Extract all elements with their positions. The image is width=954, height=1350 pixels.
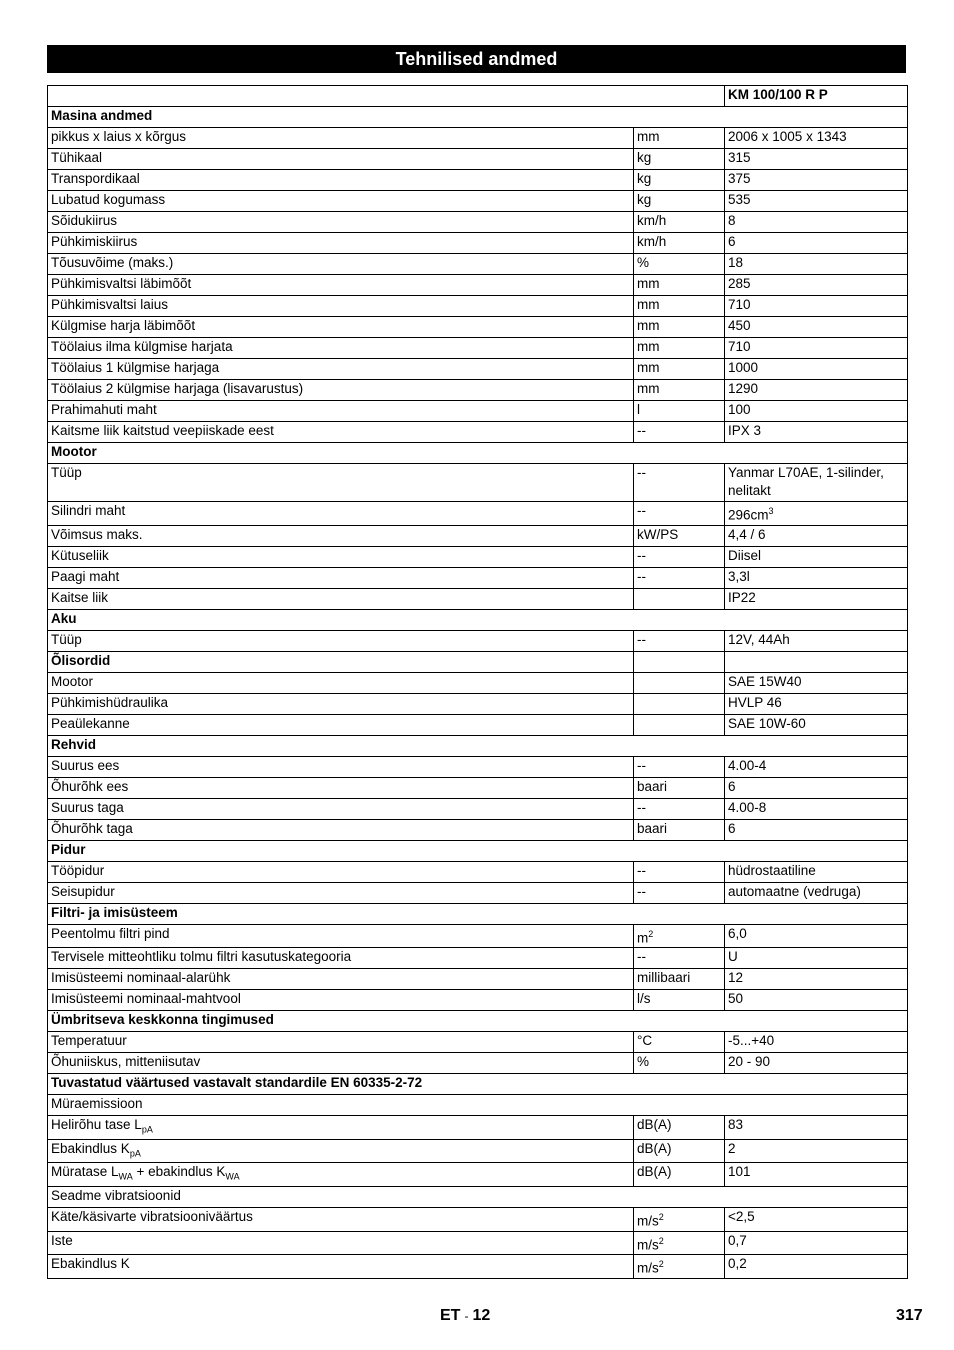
row-label: Külgmise harja läbimõõt	[48, 317, 634, 338]
section-header-row	[48, 840, 908, 861]
row-value: 1000	[725, 359, 908, 380]
table-row	[48, 317, 908, 338]
section-header-row	[48, 609, 908, 630]
row-label: Sõidukiirus	[48, 212, 634, 233]
table-row	[48, 338, 908, 359]
table-row	[48, 924, 908, 948]
row-value: 6	[725, 777, 908, 798]
row-value: 8	[725, 212, 908, 233]
row-unit: l/s	[634, 990, 725, 1011]
section-header-row	[48, 1011, 908, 1032]
row-value: IP22	[725, 588, 908, 609]
row-label	[48, 1116, 634, 1140]
row-unit: mm	[634, 317, 725, 338]
section-title: Masina andmed	[48, 107, 908, 128]
row-value: 535	[725, 191, 908, 212]
table-row	[48, 777, 908, 798]
row-label: Suurus taga	[48, 798, 634, 819]
row-label: Kaitse liik	[48, 588, 634, 609]
row-unit: --	[634, 464, 725, 502]
row-unit	[634, 693, 725, 714]
table-row	[48, 756, 908, 777]
table-row	[48, 380, 908, 401]
row-value: SAE 15W40	[725, 672, 908, 693]
row-unit: mm	[634, 380, 725, 401]
row-value: 12	[725, 969, 908, 990]
value-superscript: 3	[768, 506, 774, 516]
row-value: SAE 10W-60	[725, 714, 908, 735]
section-title: Õlisordid	[48, 651, 634, 672]
table-row	[48, 1163, 908, 1187]
row-value: 6	[725, 819, 908, 840]
row-label: Õhurõhk taga	[48, 819, 634, 840]
table-row	[48, 254, 908, 275]
table-row	[48, 149, 908, 170]
row-unit: --	[634, 630, 725, 651]
row-label: Tüüp	[48, 630, 634, 651]
row-value: 6,0	[725, 924, 908, 948]
row-value: automaatne (vedruga)	[725, 882, 908, 903]
table-row	[48, 882, 908, 903]
row-unit: mm	[634, 275, 725, 296]
unit-superscript: 2	[648, 928, 654, 939]
row-unit: dB(A)	[634, 1116, 725, 1140]
row-unit: --	[634, 882, 725, 903]
unit-superscript: 2	[658, 1212, 664, 1223]
row-unit: °C	[634, 1032, 725, 1053]
row-label: Ebakindlus K	[48, 1255, 634, 1279]
row-unit: --	[634, 861, 725, 882]
section-page-number: 12	[472, 1307, 491, 1324]
row-label: Kütuseliik	[48, 546, 634, 567]
model-header-row	[48, 86, 908, 107]
row-label: Kaitsme liik kaitstud veepiiskade eest	[48, 422, 634, 443]
table-row	[48, 422, 908, 443]
row-unit	[634, 714, 725, 735]
row-value: HVLP 46	[725, 693, 908, 714]
row-unit: --	[634, 546, 725, 567]
row-unit: --	[634, 798, 725, 819]
table-row	[48, 567, 908, 588]
row-value: 100	[725, 401, 908, 422]
row-label: Tööpidur	[48, 861, 634, 882]
row-unit: dB(A)	[634, 1163, 725, 1187]
row-label: pikkus x laius x kõrgus	[48, 128, 634, 149]
section-header-row	[48, 443, 908, 464]
table-row	[48, 714, 908, 735]
section-header-row	[48, 651, 908, 672]
section-header-row	[48, 107, 908, 128]
table-row	[48, 212, 908, 233]
technical-data-table	[47, 85, 908, 1279]
section-header-row	[48, 735, 908, 756]
row-value	[725, 502, 908, 526]
section-title: Tuvastatud väärtused vastavalt standardile EN 60335-2-72	[48, 1074, 908, 1095]
row-value: 3,3l	[725, 567, 908, 588]
table-row	[48, 693, 908, 714]
label-subscript: pA	[141, 1124, 153, 1135]
row-value: Diisel	[725, 546, 908, 567]
table-row	[48, 359, 908, 380]
language-code: ET	[440, 1307, 461, 1324]
row-unit: --	[634, 948, 725, 969]
table-row	[48, 588, 908, 609]
row-label: Peentolmu filtri pind	[48, 924, 634, 948]
row-unit: mm	[634, 359, 725, 380]
row-unit: dB(A)	[634, 1139, 725, 1163]
section-title: Mootor	[48, 443, 908, 464]
row-label: Silindri maht	[48, 502, 634, 526]
unit-text: m	[637, 930, 649, 945]
row-value: hüdrostaatiline	[725, 861, 908, 882]
row-label: Tühikaal	[48, 149, 634, 170]
label-subscript: WA	[118, 1172, 133, 1183]
model-name: KM 100/100 R P	[725, 86, 908, 107]
row-label: Imisüsteemi nominaal-alarühk	[48, 969, 634, 990]
row-value: IPX 3	[725, 422, 908, 443]
row-label: Paagi maht	[48, 567, 634, 588]
row-label	[48, 1139, 634, 1163]
row-unit	[634, 924, 725, 948]
table-row	[48, 170, 908, 191]
row-unit: kg	[634, 191, 725, 212]
row-value: 101	[725, 1163, 908, 1187]
row-unit: --	[634, 502, 725, 526]
label-text: Ebakindlus K	[51, 1140, 130, 1156]
value-text: 296cm	[728, 507, 769, 523]
table-row	[48, 191, 908, 212]
table-row	[48, 1139, 908, 1163]
row-value: 710	[725, 338, 908, 359]
row-label: Temperatuur	[48, 1032, 634, 1053]
row-value: 315	[725, 149, 908, 170]
table-row	[48, 525, 908, 546]
row-value: 2	[725, 1139, 908, 1163]
section-title: Rehvid	[48, 735, 908, 756]
table-row	[48, 1116, 908, 1140]
row-value: 4,4 / 6	[725, 525, 908, 546]
subsection-row	[48, 1187, 908, 1208]
row-label: Käte/käsivarte vibratsiooniväärtus	[48, 1208, 634, 1232]
row-label: Lubatud kogumass	[48, 191, 634, 212]
unit-text: m/s	[637, 1237, 659, 1253]
table-row	[48, 990, 908, 1011]
row-value: 4.00-8	[725, 798, 908, 819]
row-value: 0,7	[725, 1231, 908, 1255]
row-unit: %	[634, 254, 725, 275]
row-label: Töölaius 1 külgmise harjaga	[48, 359, 634, 380]
row-label: Pühkimiskiirus	[48, 233, 634, 254]
row-unit: --	[634, 756, 725, 777]
row-label	[48, 1163, 634, 1187]
row-value: 710	[725, 296, 908, 317]
row-label: Tõusuvõime (maks.)	[48, 254, 634, 275]
row-label: Suurus ees	[48, 756, 634, 777]
footer-dash: -	[464, 1309, 469, 1323]
row-unit: km/h	[634, 212, 725, 233]
row-label: Võimsus maks.	[48, 525, 634, 546]
row-unit: baari	[634, 819, 725, 840]
section-title: Filtri- ja imisüsteem	[48, 903, 908, 924]
row-value: 285	[725, 275, 908, 296]
unit-superscript: 2	[658, 1259, 664, 1270]
page-title-bar	[47, 45, 906, 73]
row-label: Õhuniiskus, mitteniisutav	[48, 1053, 634, 1074]
row-unit: kW/PS	[634, 525, 725, 546]
subsection-title: Müraemissioon	[48, 1095, 908, 1116]
table-row	[48, 819, 908, 840]
table-row	[48, 969, 908, 990]
row-label: Tervisele mitteohtliku tolmu filtri kasutuskategooria	[48, 948, 634, 969]
row-label: Pühkimisvaltsi läbimõõt	[48, 275, 634, 296]
row-value: <2,5	[725, 1208, 908, 1232]
label-text: Müratase L	[51, 1164, 119, 1180]
row-unit	[634, 1231, 725, 1255]
row-label: Transpordikaal	[48, 170, 634, 191]
row-unit: --	[634, 567, 725, 588]
row-value: 1290	[725, 380, 908, 401]
table-row	[48, 672, 908, 693]
section-page-marker	[440, 1307, 490, 1325]
section-title: Aku	[48, 609, 908, 630]
section-header-row	[48, 903, 908, 924]
row-unit: --	[634, 422, 725, 443]
row-label: Mootor	[48, 672, 634, 693]
row-value: -5...+40	[725, 1032, 908, 1053]
row-unit: mm	[634, 296, 725, 317]
row-unit: mm	[634, 338, 725, 359]
row-unit	[634, 588, 725, 609]
row-unit: kg	[634, 149, 725, 170]
row-label: Tüüp	[48, 464, 634, 502]
label-subscript: WA	[225, 1172, 240, 1183]
row-unit	[634, 1208, 725, 1232]
row-label: Imisüsteemi nominaal-mahtvool	[48, 990, 634, 1011]
table-row	[48, 1032, 908, 1053]
row-value: 83	[725, 1116, 908, 1140]
row-label: Iste	[48, 1231, 634, 1255]
row-label: Pühkimishüdraulika	[48, 693, 634, 714]
row-unit: baari	[634, 777, 725, 798]
row-value: Yanmar L70AE, 1-silinder, nelitakt	[725, 464, 908, 502]
table-row	[48, 1053, 908, 1074]
row-value: 12V, 44Ah	[725, 630, 908, 651]
row-label: Seisupidur	[48, 882, 634, 903]
row-unit	[634, 672, 725, 693]
row-value: 2006 x 1005 x 1343	[725, 128, 908, 149]
unit-superscript: 2	[658, 1235, 664, 1246]
table-row	[48, 128, 908, 149]
row-unit: %	[634, 1053, 725, 1074]
unit-text: m/s	[637, 1260, 659, 1276]
table-row	[48, 546, 908, 567]
row-unit: l	[634, 401, 725, 422]
table-row	[48, 948, 908, 969]
section-title: Ümbritseva keskkonna tingimused	[48, 1011, 908, 1032]
row-value: 50	[725, 990, 908, 1011]
table-row	[48, 275, 908, 296]
row-value: U	[725, 948, 908, 969]
row-unit: km/h	[634, 233, 725, 254]
row-value: 450	[725, 317, 908, 338]
page-title: Tehnilised andmed	[395, 48, 558, 69]
row-label: Töölaius 2 külgmise harjaga (lisavarustus)	[48, 380, 634, 401]
row-label: Õhurõhk ees	[48, 777, 634, 798]
section-header-row	[48, 1074, 908, 1095]
row-label: Peaülekanne	[48, 714, 634, 735]
table-row	[48, 630, 908, 651]
label-text: Helirõhu tase L	[51, 1117, 142, 1132]
section-title: Pidur	[48, 840, 908, 861]
table-row	[48, 502, 908, 526]
row-value: 18	[725, 254, 908, 275]
table-row	[48, 798, 908, 819]
table-row	[48, 1208, 908, 1232]
row-unit: millibaari	[634, 969, 725, 990]
row-value: 4.00-4	[725, 756, 908, 777]
row-unit: kg	[634, 170, 725, 191]
table-row	[48, 296, 908, 317]
table-row	[48, 233, 908, 254]
table-row	[48, 1231, 908, 1255]
label-text: + ebakindlus K	[132, 1164, 226, 1180]
row-label: Töölaius ilma külgmise harjata	[48, 338, 634, 359]
row-label: Prahimahuti maht	[48, 401, 634, 422]
row-value: 20 - 90	[725, 1053, 908, 1074]
subsection-title: Seadme vibratsioonid	[48, 1187, 908, 1208]
table-row	[48, 464, 908, 502]
label-subscript: pA	[129, 1148, 141, 1159]
table-row	[48, 401, 908, 422]
row-value: 6	[725, 233, 908, 254]
row-value: 375	[725, 170, 908, 191]
table-row	[48, 861, 908, 882]
page-number: 317	[896, 1307, 923, 1324]
table-row	[48, 1255, 908, 1279]
row-label: Pühkimisvaltsi laius	[48, 296, 634, 317]
row-unit: mm	[634, 128, 725, 149]
row-value: 0,2	[725, 1255, 908, 1279]
row-unit	[634, 1255, 725, 1279]
unit-text: m/s	[637, 1213, 659, 1229]
subsection-row	[48, 1095, 908, 1116]
